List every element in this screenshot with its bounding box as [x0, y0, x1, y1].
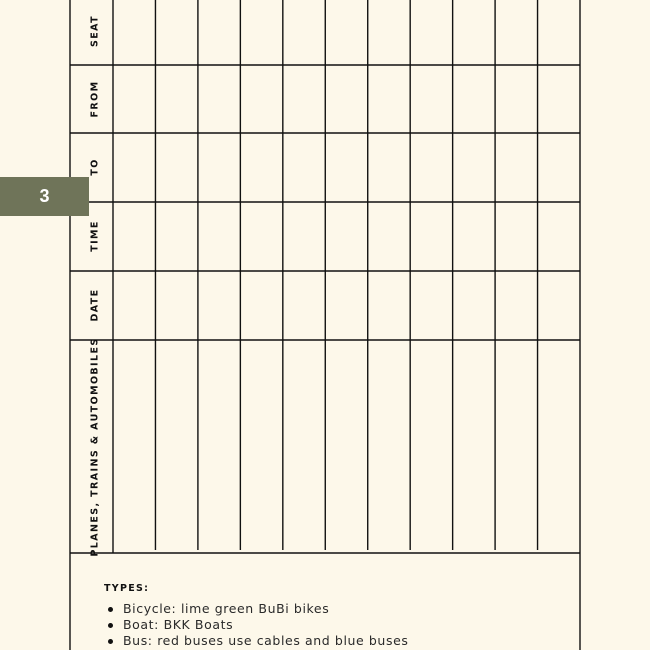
page-number-tab [0, 177, 89, 216]
row-label-transport: PLANES, TRAINS & AUTOMOBILES [89, 337, 101, 557]
row-label-to: TO [89, 158, 101, 176]
types-list [104, 601, 408, 649]
row-label-from: FROM [89, 80, 101, 118]
row-label-time: TIME [89, 220, 101, 252]
types-list-item: Boat: BKK Boats [104, 617, 408, 633]
types-heading: TYPES: [104, 583, 150, 594]
row-label-seat: SEAT [89, 14, 101, 48]
types-list-item: Bicycle: lime green BuBi bikes [104, 601, 408, 617]
types-list-item: Bus: red buses use cables and blue buses [104, 633, 408, 649]
page-number: 3 [39, 186, 50, 206]
row-label-date: DATE [89, 288, 101, 322]
